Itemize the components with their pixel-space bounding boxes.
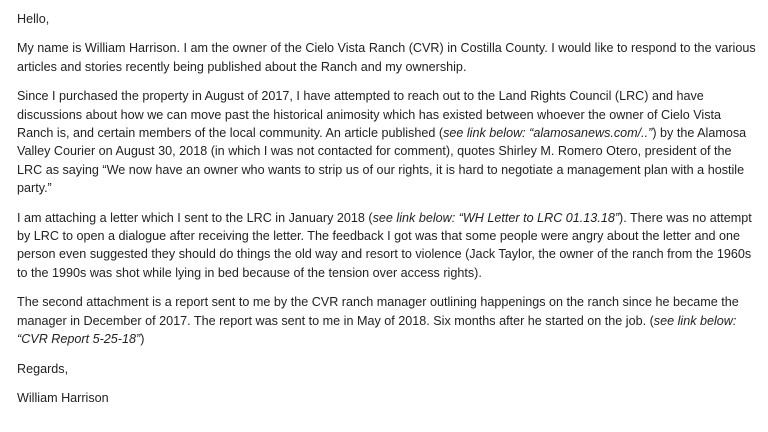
- paragraph-text: Since I purchased the property in August of 2017, I have attempted to reach out to the Land Rights Council (LRC) and have discussions about how we can move past the historical animosity which has existed between whoever the owner of Cielo Vista Ranch is, and certain members of the local community. An article published (: [17, 89, 721, 141]
- link-reference-cvr-report: see link below: “CVR Report 5-25-18”: [17, 313, 737, 347]
- link-reference-wh-letter: see link below: “WH Letter to LRC 01.13.18”: [372, 210, 620, 225]
- paragraph-history: [17, 87, 759, 197]
- link-reference-alamosanews: see link below: “alamosanews.com/..”: [443, 126, 653, 141]
- signature: William Harrison: [17, 390, 109, 405]
- paragraph-text: ): [140, 332, 145, 347]
- paragraph-text: ) by the Alamosa Valley Courier on August 30, 2018 (in which I was not contacted for comment), quotes Shirley M. Romero Otero, president of the LRC as saying “We now have an owner who wants to strip us of our rights, it is hard to negotiate a management plan with a hostile party.”: [17, 126, 747, 196]
- letter-body: [17, 10, 759, 407]
- paragraph-text: The second attachment is a report sent to me by the CVR ranch manager outlining happenings on the ranch since he became the manager in December of 2017. The report was sent to me in May of 2018. Six months after he started on the job. (: [17, 295, 739, 328]
- paragraph-letter-attachment: [17, 209, 759, 283]
- closing: Regards,: [17, 361, 69, 376]
- paragraph-text: ). There was no attempt by LRC to open a dialogue after receiving the letter. The feedback I got was that some people were angry about the letter and one person even suggested they should do things the old way and resort to violence (Jack Taylor, the owner of the ranch from the 1960s to the 1990s was shot while lying in bed because of the tension over access rights).: [17, 210, 752, 280]
- paragraph-text: I am attaching a letter which I sent to the LRC in January 2018 (: [17, 210, 373, 225]
- paragraph-introduction: My name is William Harrison. I am the owner of the Cielo Vista Ranch (CVR) in Costilla County. I would like to respond to the various articles and stories recently being published about the Ranch and my ownership.: [17, 41, 756, 74]
- paragraph-report-attachment: [17, 293, 759, 348]
- greeting: Hello,: [17, 12, 50, 26]
